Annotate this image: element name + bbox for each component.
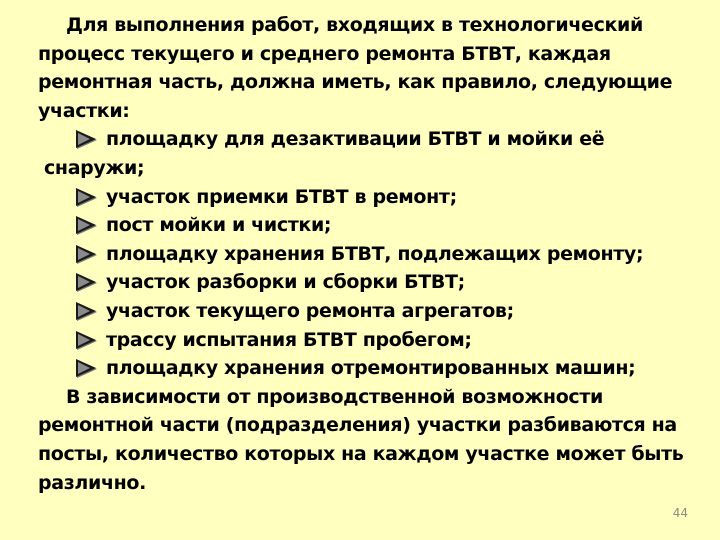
closing-paragraph: В зависимости от производственной возможности ремонтной части (подразделения) участки разбиваются на посты, количество которых на каждом участке может быть различно. — [38, 385, 684, 494]
arrow-bullet-icon — [76, 130, 96, 148]
list-item-text: площадку для дезактивации БТВТ и мойки её снаружи; — [44, 128, 605, 179]
arrow-bullet-icon — [76, 359, 96, 377]
list-item-text: участок разборки и сборки БТВТ; — [106, 271, 465, 294]
list-item-text: участок текущего ремонта агрегатов; — [106, 299, 514, 322]
list-item — [38, 240, 688, 269]
arrow-bullet-icon — [76, 273, 96, 291]
bullet-list — [38, 125, 688, 382]
arrow-bullet-icon — [76, 331, 96, 349]
list-item-text: площадку хранения БТВТ, подлежащих ремонту; — [106, 242, 644, 265]
arrow-bullet-icon — [76, 302, 96, 320]
list-item — [38, 211, 688, 240]
list-item — [38, 354, 688, 383]
list-item — [38, 268, 688, 297]
arrow-bullet-icon — [76, 245, 96, 263]
list-item-text: трассу испытания БТВТ пробегом; — [106, 328, 472, 351]
arrow-bullet-icon — [76, 188, 96, 206]
list-item — [38, 297, 688, 326]
arrow-bullet-icon — [76, 216, 96, 234]
page-number: 44 — [672, 506, 688, 520]
list-item — [38, 125, 688, 182]
list-item-text: пост мойки и чистки; — [106, 214, 332, 237]
list-item-text: площадку хранения отремонтированных машин; — [106, 357, 636, 380]
slide-content — [38, 11, 688, 497]
list-item — [38, 326, 688, 355]
list-item — [38, 183, 688, 212]
list-item-text: участок приемки БТВТ в ремонт; — [106, 185, 457, 208]
intro-paragraph: Для выполнения работ, входящих в технологический процесс текущего и среднего ремонта БТВТ, каждая ремонтная часть, должна иметь, как правило, следующие участки: — [38, 14, 673, 122]
